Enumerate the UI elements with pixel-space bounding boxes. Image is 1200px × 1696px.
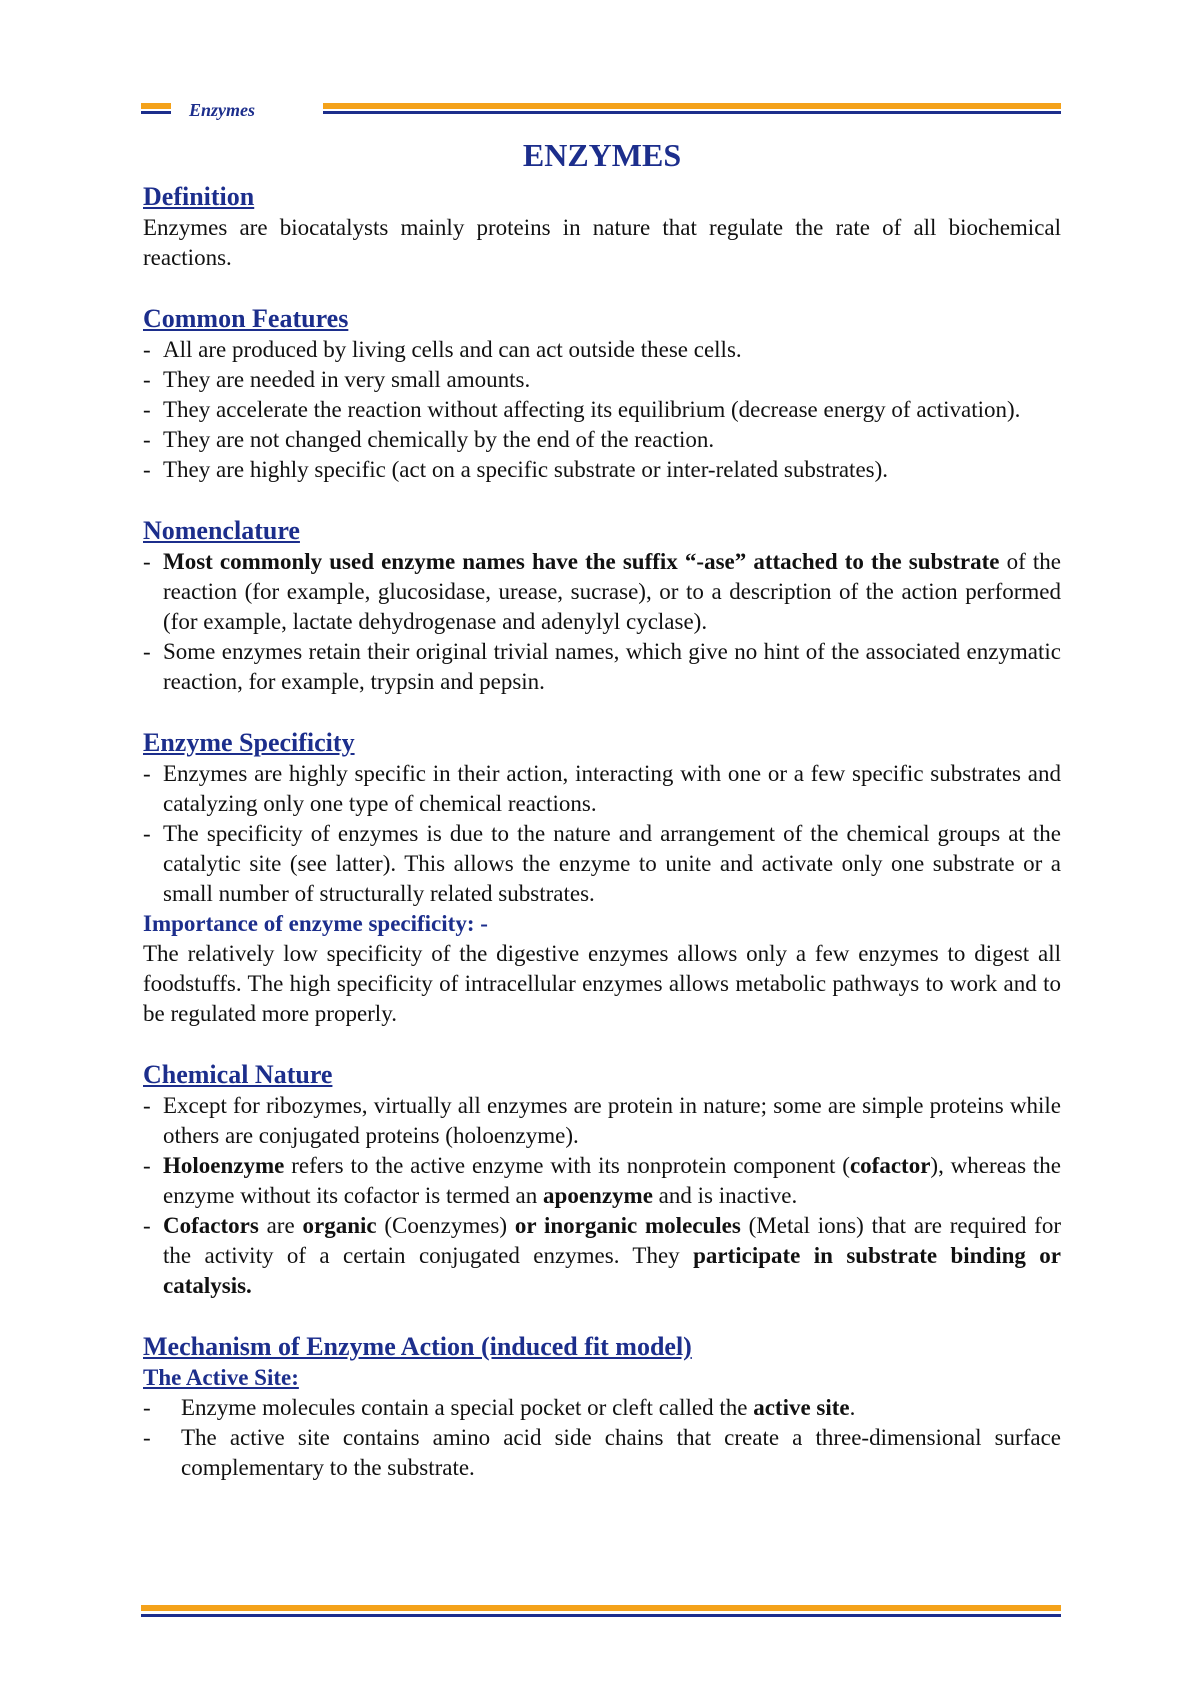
list-item: - Cofactors are organic (Coenzymes) or inorganic molecules (Metal ions) that are required for the activity of a certain conjugated enzymes. They participate in substrate binding or catalysis. (143, 1213, 1061, 1298)
footer-orange-bar (141, 1605, 1061, 1611)
importance-text: The relatively low specificity of the digestive enzymes allows only a few enzymes to digest all foodstuffs. The high specificity of intracellular enzymes allows metabolic pathways to work and to be regulated more properly. (143, 941, 1061, 1026)
importance-heading: Importance of enzyme specificity: - (143, 911, 488, 936)
header-navy-bar-long (323, 111, 1061, 114)
list-item: - Most commonly used enzyme names have the suffix “-ase” attached to the substrate of the reaction (for example, glucosidase, urease, sucrase), or to a description of the action performed (for example, lactate dehydrogenase and adenylyl cyclase). (143, 549, 1061, 634)
common-features-heading: Common Features (143, 304, 349, 333)
list-item: - Some enzymes retain their original trivial names, which give no hint of the associated enzymatic reaction, for example, trypsin and pepsin. (143, 639, 1061, 694)
header-orange-bar-short (141, 103, 171, 109)
header-navy-bar-short (141, 111, 171, 114)
list-item: - Enzymes are highly specific in their action, interacting with one or a few specific substrates and catalyzing only one type of chemical reactions. (143, 761, 1061, 816)
active-site-list (143, 1393, 1061, 1483)
document-body (143, 130, 1061, 1483)
list-item: - Holoenzyme refers to the active enzyme with its nonprotein component (cofactor), whereas the enzyme without its cofactor is termed an apoenzyme and is inactive. (143, 1153, 1061, 1208)
page-title: ENZYMES (522, 137, 682, 173)
list-item: - They are needed in very small amounts. (143, 367, 531, 392)
footer-navy-bar (141, 1614, 1061, 1617)
definition-heading: Definition (143, 182, 255, 211)
footer-rule (141, 1605, 1061, 1619)
specificity-heading: Enzyme Specificity (143, 728, 355, 757)
header-orange-bar-long (323, 103, 1061, 109)
header-rule (141, 100, 1061, 123)
active-site-heading: The Active Site: (143, 1365, 299, 1390)
nomenclature-list (143, 547, 1061, 697)
chemical-nature-heading: Chemical Nature (143, 1060, 333, 1089)
nomenclature-heading: Nomenclature (143, 516, 300, 545)
list-item: - The active site contains amino acid side chains that create a three-dimensional surface complementary to the substrate. (143, 1425, 1061, 1480)
list-item: - The specificity of enzymes is due to the nature and arrangement of the chemical groups at the catalytic site (see latter). This allows the enzyme to unite and activate only one substrate or a small number of structurally related substrates. (143, 821, 1061, 906)
header-label: Enzymes (189, 100, 256, 120)
common-features-list (143, 335, 1061, 485)
list-item: - All are produced by living cells and can act outside these cells. (143, 337, 742, 362)
chemical-nature-list (143, 1091, 1061, 1301)
list-item: - Enzyme molecules contain a special pocket or cleft called the active site. (143, 1395, 856, 1420)
definition-text: Enzymes are biocatalysts mainly proteins in nature that regulate the rate of all biochemical reactions. (143, 215, 1061, 270)
list-item: - They are highly specific (act on a specific substrate or inter-related substrates). (143, 457, 889, 482)
specificity-list (143, 759, 1061, 909)
list-item: - Except for ribozymes, virtually all enzymes are protein in nature; some are simple proteins while others are conjugated proteins (holoenzyme). (143, 1093, 1061, 1148)
list-item: - They are not changed chemically by the end of the reaction. (143, 427, 715, 452)
mechanism-heading: Mechanism of Enzyme Action (induced fit model) (143, 1332, 692, 1361)
list-item: - They accelerate the reaction without affecting its equilibrium (decrease energy of activation). (143, 397, 1021, 422)
